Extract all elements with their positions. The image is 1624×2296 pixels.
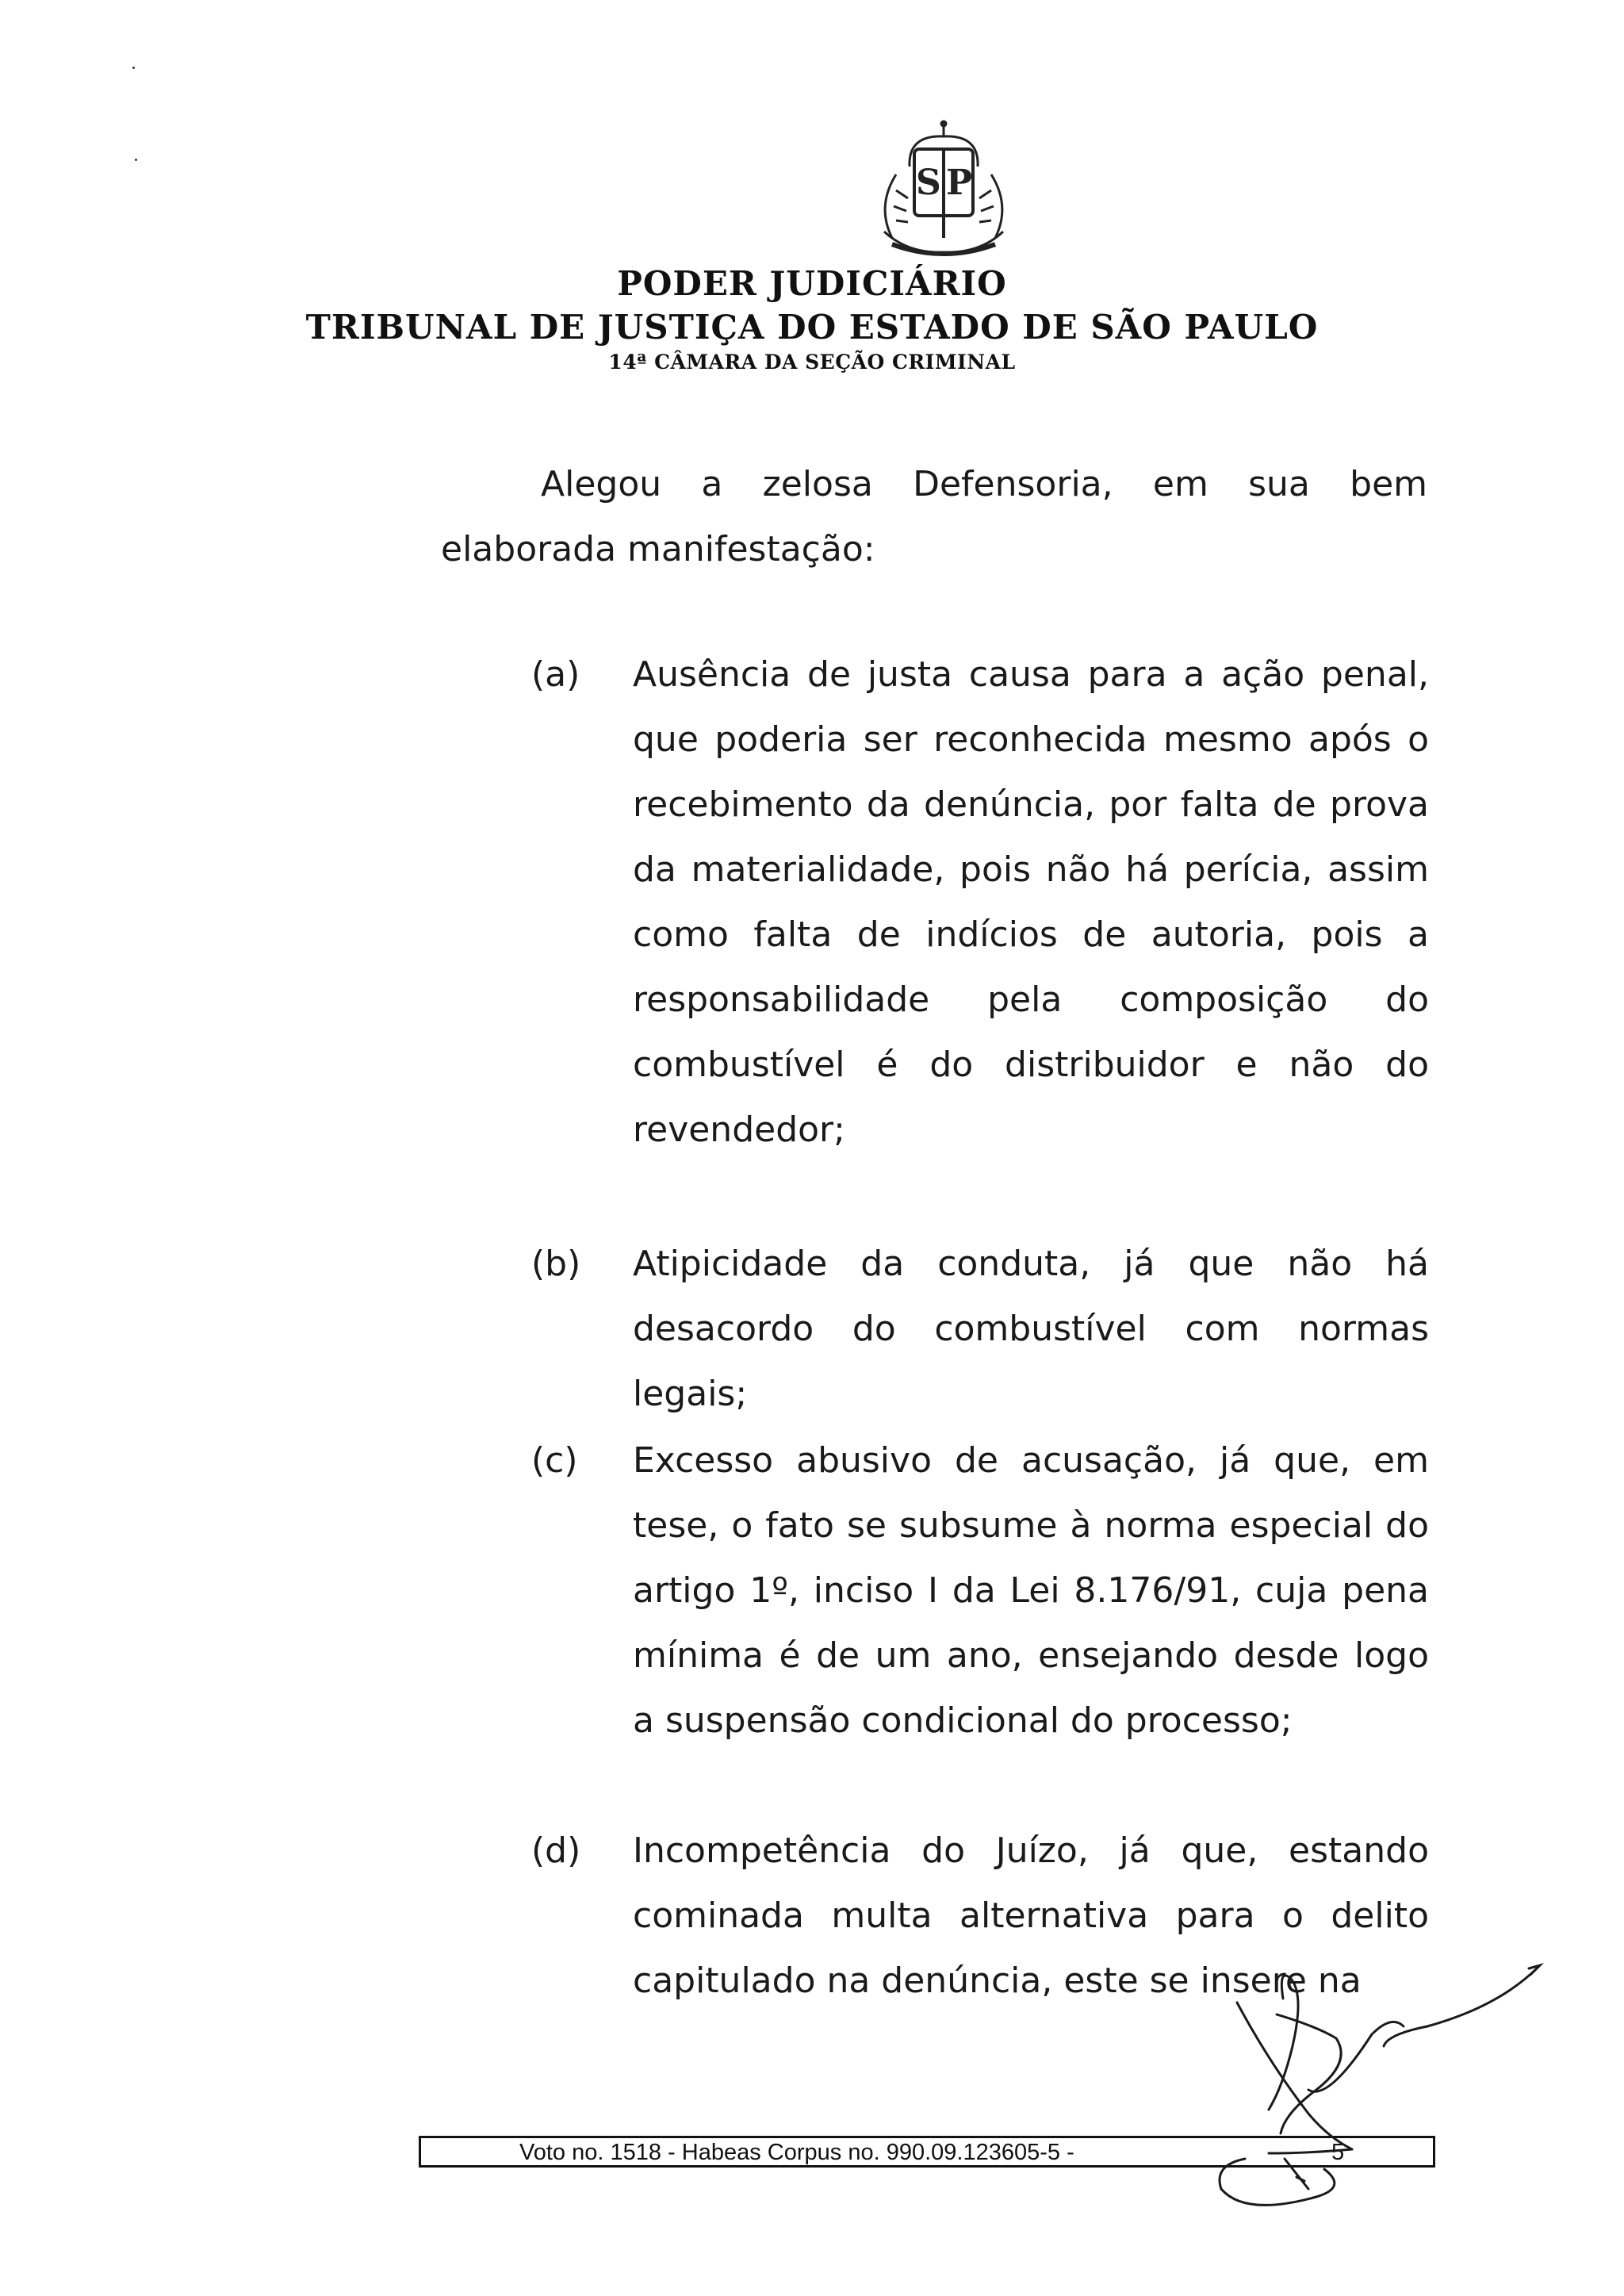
handwritten-signature-icon xyxy=(1189,1951,1554,2213)
seal-letter-s: S xyxy=(916,163,941,203)
footer-case-reference: Voto no. 1518 - Habeas Corpus no. 990.09.123605-5 - xyxy=(519,2140,1074,2165)
list-item-label: (c) xyxy=(531,1440,578,1481)
list-item-label: (a) xyxy=(531,654,580,695)
list-item-text: Excesso abusivo de acusação, já que, em tese, o fato se subsume à norma especial do artigo 1º, inciso I da Lei 8.176/91, cuja pena mínima é de um ano, ensejando desde logo a suspensão condicional do processo; xyxy=(633,1440,1429,1741)
coat-of-arms-seal-icon xyxy=(860,119,1027,262)
list-item-text: Ausência de justa causa para a ação penal, que poderia ser reconhecida mesmo após o recebimento da denúncia, por falta de prova da materialidade, pois não há perícia, assim como falta de indícios de autoria, pois a responsabilidade pela composição do combustível é do distribuidor e não do revendedor; xyxy=(633,654,1429,1150)
list-item-text: Atipicidade da conduta, já que não há desacordo do combustível com normas legais; xyxy=(633,1244,1429,1414)
list-item-label: (b) xyxy=(531,1244,581,1284)
header-line-2: TRIBUNAL DE JUSTIÇA DO ESTADO DE SÃO PAULO xyxy=(305,308,1319,347)
header-line-3: 14ª CÂMARA DA SEÇÃO CRIMINAL xyxy=(608,351,1016,374)
list-item-label: (d) xyxy=(531,1830,581,1871)
page-number: 5 xyxy=(1331,2140,1345,2165)
list-item-text: Incompetência do Juízo, já que, estando cominada multa alternativa para o delito capitulado na denúncia, este se insere na xyxy=(633,1830,1429,2001)
scan-speck xyxy=(132,67,135,69)
intro-paragraph: Alegou a zelosa Defensoria, em sua bem elaborada manifestação: xyxy=(441,464,1427,569)
seal-letter-p: P xyxy=(946,163,973,203)
header-line-1: PODER JUDICIÁRIO xyxy=(617,264,1007,303)
scan-speck xyxy=(135,159,137,161)
